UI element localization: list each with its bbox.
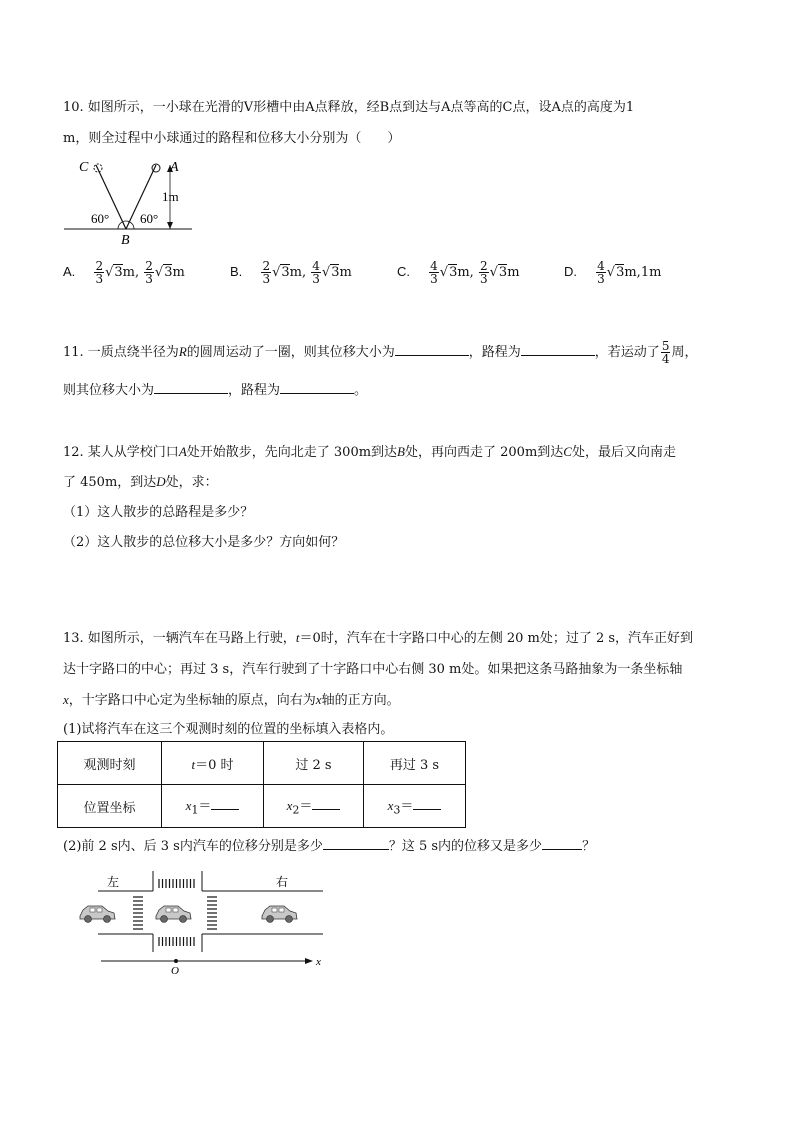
table-row bbox=[58, 742, 466, 785]
q10-stem-line2: m，则全过程中小球通过的路程和位移大小分别为（ ） bbox=[63, 131, 401, 146]
q10-option-a[interactable]: A. $\frac{2}{3}$ √3m, $\frac{2}{3}$ √3m bbox=[63, 259, 185, 286]
q13-sub-question-2: (2)前 2 s内、后 3 s内汽车的位移分别是多少 ？这 5 s内的位移又是多少 ？ bbox=[63, 839, 596, 854]
table-cell: 位置坐标 bbox=[58, 785, 162, 828]
q13-blank-2[interactable] bbox=[542, 838, 582, 850]
q13-label-origin: O bbox=[171, 965, 179, 976]
q10-angle-right: 60° bbox=[140, 211, 159, 226]
table-header-cell: 过 2 s bbox=[264, 742, 364, 785]
table-row bbox=[58, 785, 466, 828]
q11-blank-4[interactable] bbox=[280, 382, 354, 394]
q11-stem-line1: 11. 一质点绕半径为R的圆周运动了一圈，则其位移大小为 ，路程为 ，若运动了 $\frac{5}{4}$ 周， bbox=[63, 339, 698, 366]
table-cell-x3[interactable]: $x_3=$ bbox=[364, 785, 466, 828]
q10-option-d[interactable]: D. $\frac{4}{3}$ √3m,1m bbox=[564, 259, 662, 286]
car-icon bbox=[262, 906, 297, 923]
q11-blank-2[interactable] bbox=[521, 344, 595, 356]
q13-stem-line2: 达十字路口的中心；再过 3 s，汽车行驶到了十字路口中心右侧 30 m处。如果把这条马路抽象为一条坐标轴 bbox=[63, 662, 683, 677]
q10-option-b[interactable]: B. $\frac{2}{3}$ √3m, $\frac{4}{3}$ √3m bbox=[230, 259, 352, 286]
q13-crossroad-figure bbox=[70, 866, 340, 976]
q13-blank-1[interactable] bbox=[323, 838, 389, 850]
q12-stem-line2: 了 450m，到达D处，求： bbox=[63, 474, 218, 490]
q11-blank-3[interactable] bbox=[154, 382, 228, 394]
q10-option-c[interactable]: C. $\frac{4}{3}$ √3m, $\frac{2}{3}$ √3m bbox=[397, 259, 520, 286]
table-cell-x1[interactable]: $x_1=$ bbox=[162, 785, 264, 828]
q10-label-c: C bbox=[79, 160, 89, 175]
q13-sub-question-1: (1)试将汽车在这三个观测时刻的位置的坐标填入表格内。 bbox=[63, 722, 394, 737]
table-header-cell: 再过 3 s bbox=[364, 742, 466, 785]
car-icon bbox=[80, 906, 115, 923]
table-header-cell: 观测时刻 bbox=[58, 742, 162, 785]
q13-stem-line3: x，十字路口中心定为坐标轴的原点，向右为x轴的正方向。 bbox=[63, 692, 400, 708]
q10-v-groove-figure bbox=[60, 155, 200, 250]
q13-label-right: 右 bbox=[276, 875, 289, 889]
car-icon bbox=[156, 906, 191, 923]
table-cell-x2[interactable]: $x_2=$ bbox=[264, 785, 364, 828]
q10-angle-left: 60° bbox=[91, 211, 110, 226]
q12-sub-question-1: （1）这人散步的总路程是多少？ bbox=[63, 505, 254, 520]
q13-stem-line1: 13. 如图所示，一辆汽车在马路上行驶，t＝0时，汽车在十字路口中心的左侧 20 m处；过了 2 s，汽车正好到 bbox=[63, 630, 694, 646]
q11-blank-1[interactable] bbox=[395, 344, 469, 356]
q11-stem-line2: 则其位移大小为 ，路程为 。 bbox=[63, 383, 368, 398]
q13-observation-table bbox=[57, 741, 466, 828]
table-header-cell: t＝0 时 bbox=[162, 742, 264, 785]
q12-stem-line1: 12. 某人从学校门口A处开始散步，先向北走了 300m到达B处，再向西走了 200m到达C处，最后又向南走 bbox=[63, 444, 676, 460]
q10-stem-line1: 10. 如图所示，一小球在光滑的V形槽中由A点释放，经B点到达与A点等高的C点，设A点的高度为1 bbox=[63, 100, 635, 115]
q11-fraction: $\frac{5}{4}$ bbox=[661, 339, 670, 366]
q12-sub-question-2: （2）这人散步的总位移大小是多少？方向如何？ bbox=[63, 535, 345, 550]
q10-height-label: 1m bbox=[162, 189, 179, 204]
q10-label-b: B bbox=[121, 233, 130, 248]
q13-label-axis: x bbox=[316, 956, 321, 968]
q10-label-a: A bbox=[170, 160, 179, 175]
q13-label-left: 左 bbox=[107, 875, 120, 889]
